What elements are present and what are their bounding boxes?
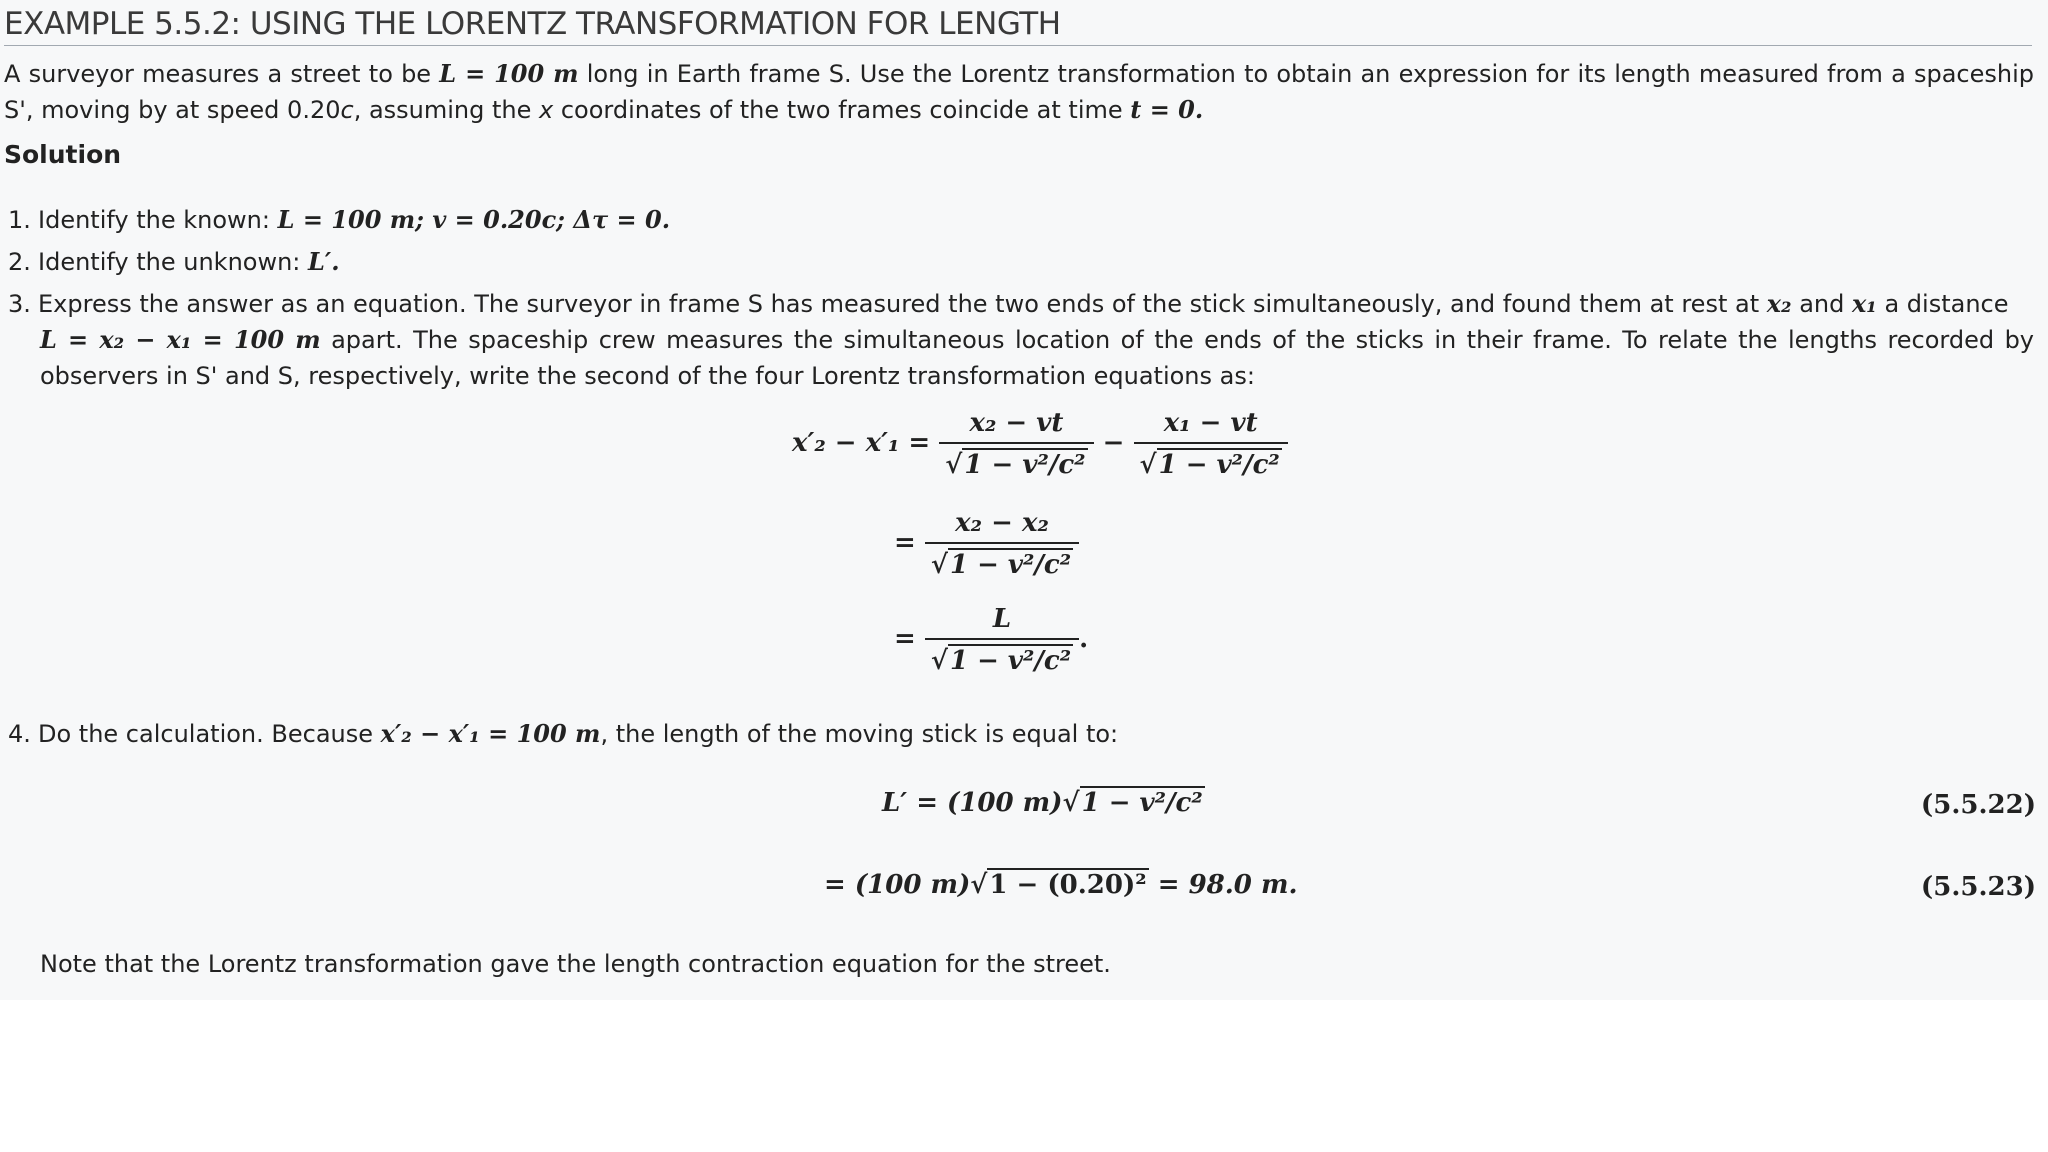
- intro-math: L = 100 m: [439, 59, 579, 88]
- list-math: x′₂ − x′₁ = 100 m: [380, 719, 601, 748]
- denominator: √1 − v²/c²: [925, 638, 1079, 676]
- list-text: , the length of the moving stick is equal to:: [600, 720, 1119, 748]
- radicand: 1 − v²/c²: [964, 450, 1086, 480]
- list-math: x₁: [1852, 289, 1877, 318]
- fraction: [1134, 408, 1288, 480]
- intro-math: x: [539, 96, 554, 124]
- denominator: √1 − v²/c²: [925, 542, 1079, 580]
- list-text: Do the calculation. Because: [38, 720, 381, 748]
- equation-5-5-23: = (100 m)√1 − (0.20)² = 98.0 m.: [824, 870, 1298, 900]
- list-text: and: [1791, 290, 1852, 318]
- list-number: 1.: [8, 206, 31, 234]
- radicand: 1 − (0.20)²: [989, 870, 1147, 900]
- list-number: 3.: [8, 290, 31, 318]
- equation-5-5-22: L′ = (100 m)√1 − v²/c²: [882, 788, 1203, 818]
- radicand: 1 − v²/c²: [1158, 450, 1280, 480]
- equation-lhs: x′₂ − x′₁ =: [792, 428, 931, 458]
- list-text: Identify the unknown:: [38, 248, 309, 276]
- equals-sign: =: [894, 528, 916, 558]
- equation-line-2: [894, 508, 1079, 580]
- radicand: 1 − v²/c²: [949, 646, 1072, 676]
- equation-line-1: [792, 408, 1288, 480]
- list-number: 2.: [8, 248, 31, 276]
- fraction: [925, 604, 1079, 676]
- equals-sign: =: [894, 624, 916, 654]
- intro-math: t = 0.: [1130, 95, 1204, 124]
- numerator: x₁ − vt: [1163, 408, 1258, 438]
- list-math: L = x₂ − x₁ = 100 m: [40, 325, 321, 354]
- equation-number: (5.5.22): [1920, 790, 2036, 820]
- equation-lhs: = (100 m): [824, 870, 971, 900]
- intro-paragraph: [4, 56, 2034, 128]
- intro-math: c: [340, 96, 354, 124]
- equation-lhs: L′ = (100 m): [882, 788, 1063, 818]
- fraction: [925, 508, 1079, 580]
- intro-text: long in Earth frame S. Use the Lorentz transformation to obtain an expression for its length measured from a spaceship S', moving by at speed 0.20: [4, 60, 2034, 124]
- fraction: [939, 408, 1093, 480]
- denominator: √1 − v²/c²: [939, 442, 1093, 480]
- radicand: 1 − v²/c²: [1081, 788, 1203, 818]
- note-text: Note that the Lorentz transformation gave the length contraction equation for the street.: [40, 950, 1111, 978]
- list-number: 4.: [8, 720, 31, 748]
- intro-text: coordinates of the two frames coincide at time: [553, 96, 1131, 124]
- equation-number: (5.5.23): [1920, 872, 2036, 902]
- list-math: L = 100 m; v = 0.20c; Δτ = 0.: [277, 205, 671, 234]
- list-text: Identify the known:: [38, 206, 278, 234]
- list-continuation: [8, 322, 2034, 394]
- equation-period: .: [1079, 624, 1089, 654]
- list-item: [8, 244, 2034, 280]
- list-text: apart. The spaceship crew measures the simultaneous location of the ends of the sticks in their frame. To relate the lengths recorded by observers in S' and S, respectively, write the second of the four Lorentz transformation equations as:: [40, 326, 2035, 390]
- page-title: EXAMPLE 5.5.2: USING THE LORENTZ TRANSFORMATION FOR LENGTH: [4, 6, 2032, 46]
- intro-text: , assuming the: [353, 96, 540, 124]
- list-item: [8, 202, 2034, 238]
- equation-rhs: = 98.0 m.: [1157, 870, 1298, 900]
- list-math: x₂: [1766, 289, 1792, 318]
- numerator: x₂ − x₂: [955, 508, 1049, 538]
- solution-heading: Solution: [4, 140, 122, 169]
- intro-text: A surveyor measures a street to be: [4, 60, 440, 88]
- list-item: [8, 286, 2034, 394]
- list-text: Express the answer as an equation. The surveyor in frame S has measured the two ends of the stick simultaneously, and found them at rest at: [38, 290, 1767, 318]
- minus-sign: −: [1102, 428, 1125, 458]
- list-text: a distance: [1876, 290, 2009, 318]
- equation-line-3: [894, 604, 1088, 676]
- list-math: L′.: [308, 247, 340, 276]
- radicand: 1 − v²/c²: [949, 550, 1072, 580]
- list-item: [8, 716, 2034, 752]
- denominator: √1 − v²/c²: [1134, 442, 1288, 480]
- numerator: x₂ − vt: [969, 408, 1064, 438]
- numerator: L: [992, 604, 1012, 634]
